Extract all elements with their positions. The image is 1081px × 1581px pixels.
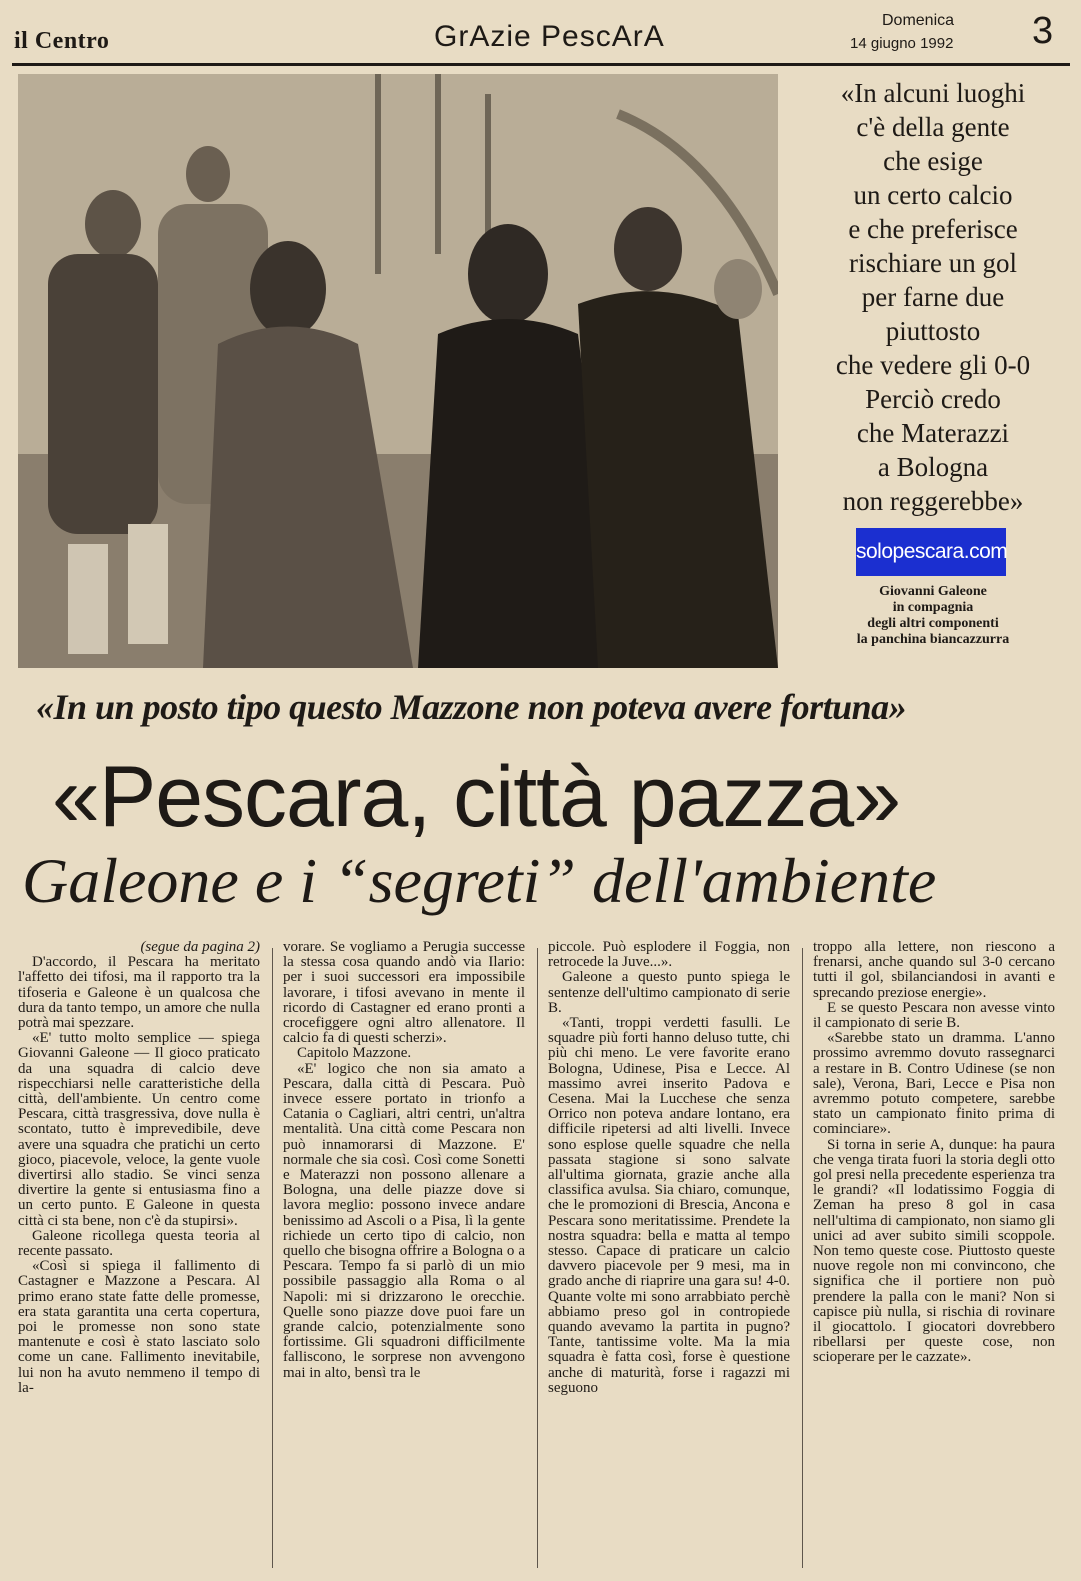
pull-quote-line: rischiare un gol bbox=[849, 248, 1017, 278]
pull-quote-line: «In alcuni luoghi bbox=[840, 78, 1026, 108]
pull-quote-line: piuttosto bbox=[885, 316, 981, 346]
article-column-1 bbox=[18, 940, 260, 1576]
pull-quote bbox=[808, 76, 1058, 518]
pull-quote-line: che Materazzi bbox=[856, 418, 1010, 448]
caption-line: in compagnia bbox=[892, 600, 974, 615]
kicker-headline: «In un posto tipo questo Mazzone non poteva avere fortuna» bbox=[36, 687, 907, 727]
masthead bbox=[0, 0, 1081, 66]
pull-quote-line: che vedere gli 0-0 bbox=[835, 350, 1031, 380]
article-body bbox=[18, 940, 1070, 1576]
masthead-rule bbox=[12, 63, 1070, 66]
photo-caption bbox=[818, 584, 1048, 648]
paragraph: piccole. Può esplodere il Foggia, non retrocede la Juve...». bbox=[548, 940, 790, 971]
pull-quote-line: per farne due bbox=[861, 282, 1005, 312]
pull-quote-line: che esige bbox=[883, 146, 983, 176]
article-column-2 bbox=[283, 940, 525, 1576]
caption-line: Giovanni Galeone bbox=[879, 584, 987, 599]
caption-line: degli altri componenti bbox=[867, 616, 999, 631]
pull-quote-line: e che preferisce bbox=[848, 214, 1018, 244]
pull-quote-line: c'è della gente bbox=[856, 112, 1010, 142]
paragraph: Galeone a questo punto spiega le sentenze dell'ultimo campionato di serie B. bbox=[548, 969, 790, 1016]
column-divider bbox=[537, 948, 538, 1568]
paragraph: D'accordo, il Pescara ha meritato l'affetto dei tifosi, ma il rapporto tra la tifoseria e Galeone è un qualcosa che dura da tanto tempo, un amore che nulla potrà mai spezzare. bbox=[18, 954, 260, 1032]
paragraph: E se questo Pescara non avesse vinto il campionato di serie B. bbox=[813, 999, 1055, 1032]
paragraph: «E' logico che non sia amato a Pescara, dalla città di Pescara. Può invece essere portato in trionfo a Catania o Cagliari, altri centri, un'altra mentalità. Una città come Pescara non può innamorarsi di Mazzone. E' normale che sia così. Così come Sonetti e Materazzi non possono allenare a Bologna, una delle piazze dove si lavora meglio: possono invece andare benissimo ad Ascoli o a Pisa, lì la gente richiede un certo tipo di calcio, non quello che bisogna offrire a Bologna o a Pescara. Tempo fa si parlò di un mio possibile passaggio alla Roma o al Napoli: mi si drizzarono le orecchie. Quelle sono piazze dove puoi fare un grande calcio, potenzialmente sono fortissime. Gli squadroni difficilmente falliscono, le sorprese non avvengono mai in alto, bensì tra le bbox=[283, 1060, 525, 1381]
paragraph: troppo alla lettere, non riescono a frenarsi, anche quando sul 3-0 cercano tutti il gol, sbilanciandosi in avanti e sprecando preziose energie». bbox=[813, 940, 1055, 1001]
paragraph: «E' tutto molto semplice — spiega Giovanni Galeone — Il gioco praticato da una squadra di calcio deve rispecchiarsi nelle caratteristiche della città, dell'ambiente. Un centro come Pescara, città trasgressiva, dove nulla è scontato, tutto è imprevedibile, deve avere una squadra che pratichi un certo gioco, piacevole, veloce, la gente vuole divertirsi allo stadio. Se vinci senza divertire la gente si entusiasma fino a un certo punto. E Galeone in questa città ci sta bene, non c'è da stupirsi». bbox=[18, 1030, 260, 1229]
photo-illustration bbox=[18, 74, 778, 668]
newspaper-name: il Centro bbox=[14, 28, 110, 54]
publication-date: 14 giugno 1992 bbox=[850, 35, 954, 52]
sub-headline: Galeone e i “segreti” dell'ambiente bbox=[22, 845, 937, 916]
watermark-link[interactable]: solopescara.com bbox=[856, 528, 1006, 576]
news-photo bbox=[18, 74, 778, 668]
section-title: GrAzie PescArA bbox=[434, 20, 665, 53]
article-column-3 bbox=[548, 940, 790, 1576]
pull-quote-line: a Bologna bbox=[877, 452, 989, 482]
caption-line: la panchina biancazzurra bbox=[856, 632, 1010, 647]
pull-quote-line: un certo calcio bbox=[853, 180, 1013, 210]
publication-day: Domenica bbox=[882, 12, 955, 29]
column-divider bbox=[272, 948, 273, 1568]
pull-quote-line: Perciò credo bbox=[865, 384, 1001, 414]
paragraph: vorare. Se vogliamo a Perugia successe la stessa cosa quando andò via Ilario: per i suoi successori era impossibile lavorare, i tifosi avevano in mente il ricordo di Castagner ed erano pronti a crocefiggere ogni altro allenatore. Il calcio fa di questi scherzi». bbox=[283, 940, 525, 1047]
paragraph: «Sarebbe stato un dramma. L'anno prossimo avremmo dovuto rassegnarci a restare in B. Contro Udinese (se non sale), Verona, Bari, Lecce e Pisa non avremmo potuto competere, sarebbe stato un campionato finito prima di cominciare». bbox=[813, 1030, 1055, 1138]
continued-from-note: (segue da pagina 2) bbox=[140, 940, 260, 955]
paragraph: Si torna in serie A, dunque: ha paura che venga tirata fuori la storia degli otto gol presi nella precedente esperienza tra le grandi? «Il lodatissimo Foggia di Zeman ha preso 8 gol in casa nell'ultima di campionato, non siamo gli unici ad aver subito simili scoppole. Non temo queste cose. Piuttosto queste nuove regole non mi convincono, che significa che il portiere non può prendere la palla con le mani? Non si capisce più nulla, si rischia di rovinare il giocattolo. I giocatori dovrebbero ribellarsi per queste cose, non scioperare per le cazzate». bbox=[813, 1136, 1055, 1366]
page-number: 3 bbox=[1032, 10, 1054, 52]
paragraph: Galeone ricollega questa teoria al recente passato. bbox=[18, 1227, 260, 1260]
paragraph: «Tanti, troppi verdetti fasulli. Le squadre più forti hanno deluso tutte, chi più chi meno. Le vere favorite erano Bologna, Udinese, Pisa e Lecce. Al massimo avrei inserito Padova e Cesena. Mai la Lucchese che senza Orrico non poteva andare lontano, era difficile ripetersi ad alti livelli. Invece sono esplose quelle squadre che nella passata stagione si sono salvate all'ultima giornata, grazie anche alla classifica avulsa. Sia chiaro, comunque, che le promozioni di Brescia, Ancona e Pescara sono meritatissime. Prendete la nostra squadra: bella e matta al tempo stesso. Capace di praticare un calcio davvero piacevole per 9 mesi, ma in grado anche di riaprire una gara su! 4-0. Quante volte mi sono arrabbiato perchè abbiamo preso gol in contropiede quando avevamo la partita in pugno? Tante, tantissime volte. Ma la mia squadra è fatta così, forse è questione anche di maturità, forse i ragazzi mi seguono bbox=[548, 1015, 790, 1396]
article-column-4 bbox=[813, 940, 1055, 1576]
main-headline: «Pescara, città pazza» bbox=[52, 749, 901, 845]
column-divider bbox=[802, 948, 803, 1568]
paragraph: Capitolo Mazzone. bbox=[297, 1045, 412, 1062]
pull-quote-line: non reggerebbe» bbox=[842, 486, 1024, 516]
paragraph: «Così si spiega il fallimento di Castagner e Mazzone a Pescara. Al primo erano state fatte delle promesse, era stata garantita una certa copertura, poi le promesse non sono state mantenute e così è stato lasciato solo come un cane. Fallimento inevitabile, lui non ha avuto nemmeno il tempo di la- bbox=[18, 1258, 260, 1396]
